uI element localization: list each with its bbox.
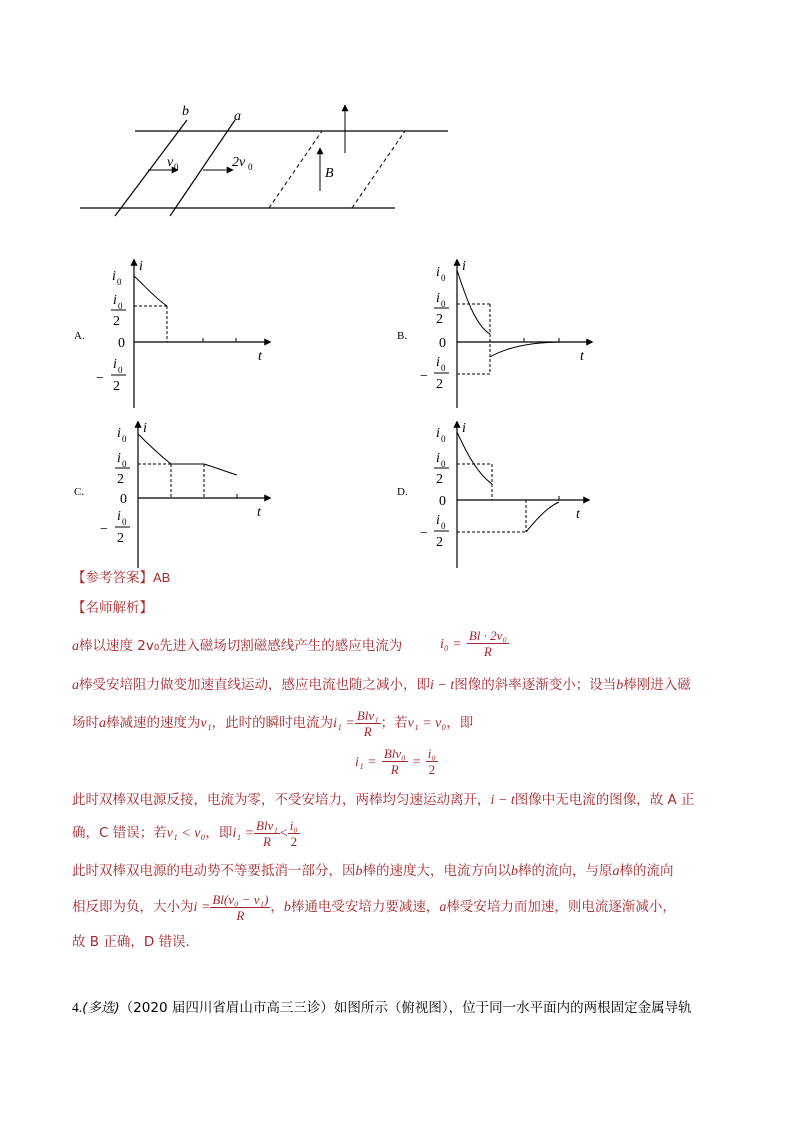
svg-text:2: 2 <box>436 472 443 487</box>
svg-text:2: 2 <box>436 377 443 392</box>
velocity-b-label: v <box>167 155 174 170</box>
svg-text:2: 2 <box>436 535 443 550</box>
svg-text:2: 2 <box>113 314 120 329</box>
next-question <box>72 996 692 1016</box>
velocity-a-label: 2v <box>232 155 246 170</box>
rails-figure <box>70 100 460 220</box>
analysis-line-2: a棒受安培阻力做变加速直线运动，感应电流也随之减小，即i − t图像的斜率逐渐变小；设当b棒刚进入磁 <box>72 677 691 693</box>
option-c-label[interactable]: C. <box>74 486 85 498</box>
field-label: B <box>325 166 334 181</box>
rod-a <box>170 120 235 216</box>
option-d-label[interactable]: D. <box>397 486 408 498</box>
svg-text:i: i <box>436 451 440 466</box>
svg-text:−: − <box>100 522 108 537</box>
svg-text:i: i <box>112 269 116 284</box>
svg-text:i: i <box>436 513 440 528</box>
answer-line <box>72 568 170 588</box>
answer-value: AB <box>153 570 171 585</box>
svg-text:i: i <box>436 291 440 306</box>
analysis-line-1: a棒以速度 2v₀先进入磁场切割磁感线产生的感应电流为 <box>72 638 403 654</box>
field-boundary-right <box>352 131 405 208</box>
graph-c-curve-tail <box>204 464 237 475</box>
rod-a-label: a <box>234 109 241 124</box>
graph-c-curve-decay <box>138 434 171 464</box>
svg-text:i: i <box>117 426 121 441</box>
svg-text:t: t <box>576 507 580 522</box>
analysis-line-5: 此时双棒双电源反接，电流为零，不受安培力，两棒均匀速运动离开，i − t图像中无电流的图像，故 A 正 <box>72 792 695 808</box>
svg-text:0: 0 <box>122 434 127 444</box>
field-boundary-left <box>269 131 322 208</box>
svg-text:−: − <box>420 369 428 384</box>
svg-text:−: − <box>420 526 428 541</box>
svg-text:0: 0 <box>117 277 122 287</box>
svg-text:0: 0 <box>439 336 446 351</box>
graph-c <box>95 420 295 570</box>
svg-text:t: t <box>257 505 261 520</box>
option-a-label[interactable]: A. <box>74 330 85 342</box>
svg-text:i: i <box>117 509 121 524</box>
svg-text:2: 2 <box>436 312 443 327</box>
analysis-header <box>72 598 153 618</box>
svg-text:i: i <box>436 265 440 280</box>
svg-text:i: i <box>113 357 117 372</box>
svg-text:0: 0 <box>441 273 446 283</box>
svg-text:i: i <box>462 421 466 436</box>
graph-b <box>414 258 614 408</box>
equation-1: i₀ = $\frac{\text{Bl · 2v₀}}{R}$ <box>440 628 507 659</box>
svg-text:0: 0 <box>122 517 127 527</box>
analysis-line-7: 此时双棒双电源的电动势不等要抵消一部分，因b棒的速度大，电流方向以b棒的流向，与原a棒的流向 <box>72 863 674 879</box>
svg-text:i: i <box>113 293 117 308</box>
svg-text:2: 2 <box>113 379 120 394</box>
svg-text:0: 0 <box>439 494 446 509</box>
svg-text:0: 0 <box>441 299 446 309</box>
option-b-label[interactable]: B. <box>397 330 408 342</box>
velocity-b-sub: 0 <box>174 162 179 172</box>
svg-text:i: i <box>117 451 121 466</box>
svg-text:0: 0 <box>441 363 446 373</box>
svg-text:0: 0 <box>118 336 125 351</box>
svg-text:0: 0 <box>122 459 127 469</box>
analysis-line-8: 相反即为负，大小为i = $\frac{\text{Bl(v₀ − v₁)}}{R}$ ，b棒通电受安培力要减速，a棒受安培力而加速，则电流逐渐减小， <box>72 891 676 923</box>
svg-text:0: 0 <box>120 492 127 507</box>
graph-b-curve-negative <box>490 342 564 357</box>
svg-text:i: i <box>436 426 440 441</box>
svg-text:t: t <box>258 349 262 364</box>
svg-text:i: i <box>143 421 147 436</box>
rod-b-label: b <box>182 104 189 119</box>
question-tag: (多选) <box>82 1000 120 1016</box>
analysis-line-3: 场时a棒减速的速度为v₁，此时的瞬时电流为i₁ = $\frac{\text{Blv₁}}{R}$ ；若v₁ = v₀，即 <box>72 707 474 739</box>
svg-text:0: 0 <box>118 365 123 375</box>
graph-d <box>414 420 614 570</box>
equation-3: i₁ = $\frac{\text{Blv₀}}{R}$ = $\frac{\text{i₀}}{2}$ <box>355 746 436 777</box>
graph-a-curve <box>134 276 167 306</box>
svg-text:0: 0 <box>441 521 446 531</box>
svg-text:i: i <box>139 259 143 274</box>
svg-text:0: 0 <box>441 459 446 469</box>
velocity-a-sub: 0 <box>248 162 253 172</box>
svg-text:0: 0 <box>118 301 123 311</box>
graph-d-curve-positive <box>457 432 492 484</box>
svg-text:2: 2 <box>117 472 124 487</box>
svg-text:i: i <box>462 259 466 274</box>
svg-text:i: i <box>436 355 440 370</box>
answer-label: 【参考答案】 <box>72 570 153 586</box>
svg-text:−: − <box>96 371 104 386</box>
analysis-line-6: 确，C 错误；若v₁ < v₀，即i₁ = $\frac{\text{Blv₁}}{R}$ < $\frac{\text{i₀}}{2}$ <box>72 817 298 849</box>
svg-text:0: 0 <box>441 434 446 444</box>
svg-text:t: t <box>580 349 584 364</box>
analysis-label: 【名师解析】 <box>72 600 153 616</box>
question-number: 4. <box>72 1000 83 1015</box>
graph-a <box>90 258 290 408</box>
graph-d-curve-negative <box>526 502 559 532</box>
question-text: （2020 届四川省眉山市高三三诊）如图所示（俯视图），位于同一水平面内的两根固定金属导轨 <box>119 1000 692 1016</box>
graph-b-curve-positive <box>457 270 490 334</box>
analysis-line-9: 故 B 正确，D 错误. <box>72 934 190 950</box>
svg-text:2: 2 <box>117 531 124 546</box>
